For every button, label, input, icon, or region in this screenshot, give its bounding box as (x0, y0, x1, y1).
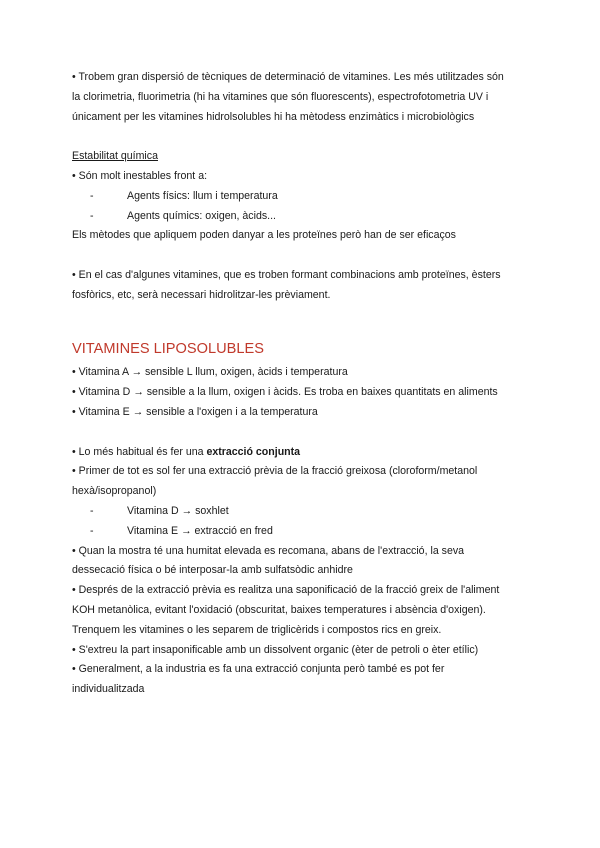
rest-line-5: Trenquem les vitamines o les separem de triglicèrids i compostos rics en greix. (72, 623, 442, 636)
vitamin-a-line: • Vitamina A → sensible L llum, oxigen, àcids i temperatura (72, 366, 348, 379)
stability-subitem: - Agents físics: llum i temperatura (72, 187, 542, 207)
intro-line-2: la clorimetria, fluorimetria (hi ha vitamines que són fluorescents), espectrofotometria UV i (72, 90, 489, 103)
stability-note: Els mètodes que apliquem poden danyar a les proteïnes però han de ser eficaços (72, 229, 456, 242)
rest-line-1: • Quan la mostra té una humitat elevada es recomana, abans de l'extracció, la seva (72, 544, 465, 557)
bold-term: extracció conjunta (206, 445, 301, 458)
stability-bullet: • Són molt inestables front a: (72, 169, 208, 182)
hydrolysis-line-2: fosfòrics, etc, serà necessari hidrolitzar-les prèviament. (72, 288, 331, 301)
rest-line-8: individualitzada (72, 683, 145, 696)
primer-line-1: • Primer de tot es sol fer una extracció prèvia de la fracció greixosa (cloroform/metanol (72, 465, 478, 478)
rest-line-2: dessecació física o bé interposar-la amb sulfatsòdic anhidre (72, 564, 353, 577)
rest-line-4: KOH metanòlica, evitant l'oxidació (obscuritat, baixes temperatures i absència d'oxigen). (72, 603, 486, 616)
vitamin-e-line: • Vitamina E → sensible a l'oxigen i a la temperatura (72, 405, 318, 418)
dash-marker: - (90, 209, 94, 222)
stability-title: Estabilitat química (72, 150, 158, 163)
dash-marker: - (90, 504, 94, 517)
primer-subitem: - Vitamina E → extracció en fred (72, 522, 542, 542)
rest-line-3: • Després de la extracció prèvia es realitza una saponificació de la fracció greix de l'aliment (72, 584, 500, 597)
habitual-line: • Lo més habitual és fer una extracció conjunta (72, 445, 301, 458)
hydrolysis-line-1: • En el cas d'algunes vitamines, que es troben formant combinacions amb proteïnes, èsters (72, 268, 501, 281)
intro-line-1: • Trobem gran dispersió de tècniques de determinació de vitamines. Les més utilitzades són (72, 71, 504, 83)
rest-line-6: • S'extreu la part insaponificable amb un dissolvent organic (èter de petroli o èter etílic) (72, 643, 479, 656)
document-page (72, 68, 542, 700)
primer-line-2: hexà/isopropanol) (72, 485, 157, 498)
dash-marker: - (90, 189, 94, 202)
vitamin-d-line: • Vitamina D → sensible a la llum, oxigen i àcids. Es troba en baixes quantitats en aliments (72, 386, 498, 399)
intro-line-3: únicament per les vitamines hidrolsolubles hi ha mètodess enzimàtics i microbiològics (72, 110, 475, 123)
primer-subitem: - Vitamina D → soxhlet (72, 502, 542, 522)
stability-subitem: - Agents químics: oxigen, àcids... (72, 207, 542, 227)
section-heading: VITAMINES LIPOSOLUBLES (72, 341, 264, 358)
rest-line-7: • Generalment, a la industria es fa una extracció conjunta però també es pot fer (72, 663, 445, 676)
dash-marker: - (90, 524, 94, 537)
